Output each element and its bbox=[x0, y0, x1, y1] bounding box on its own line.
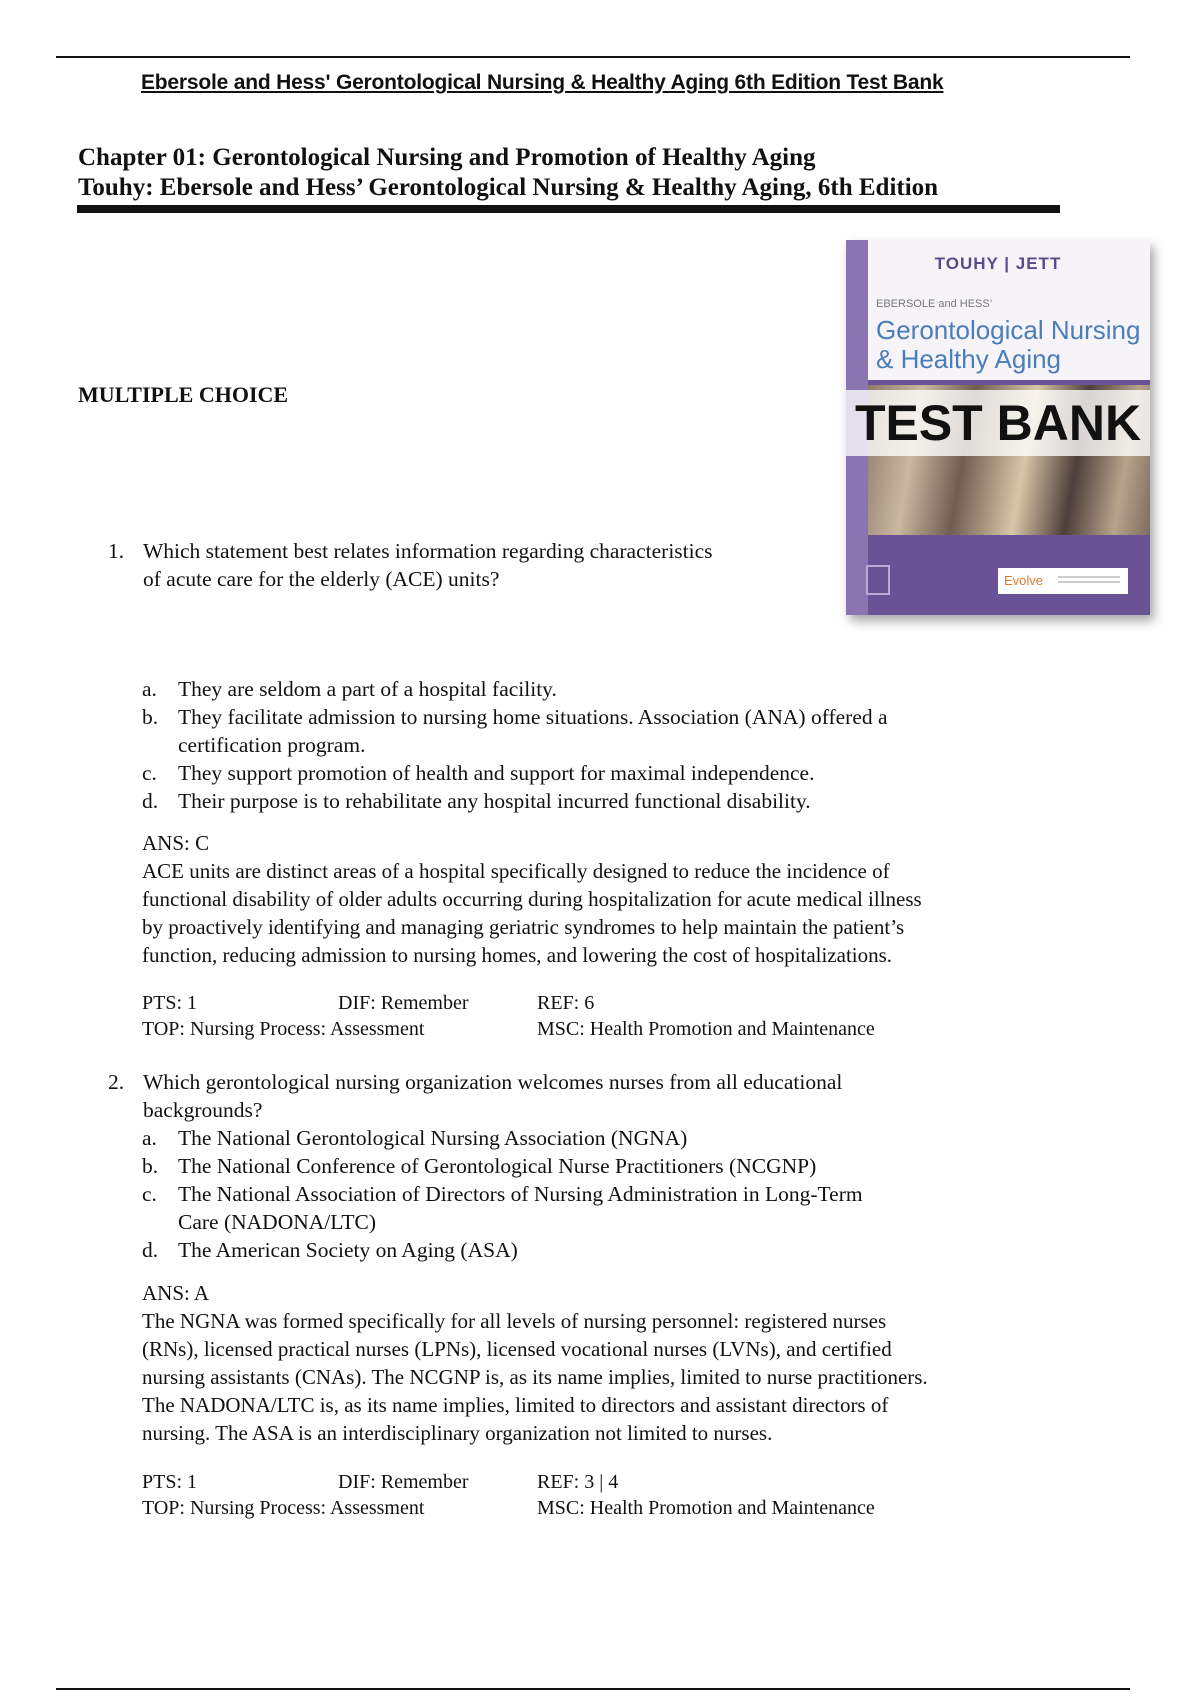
question-number: 2. bbox=[108, 1070, 125, 1094]
option-letter: a. bbox=[142, 1126, 157, 1150]
option-letter: d. bbox=[142, 1238, 159, 1262]
option-text: The National Association of Directors of Nursing Administration in Long-Term bbox=[178, 1182, 863, 1206]
question-1-option-a bbox=[142, 675, 1042, 703]
option-text-continued: certification program. bbox=[178, 733, 366, 757]
rationale-line: nursing assistants (CNAs). The NCGNP is, as its name implies, limited to nurse practitioners. bbox=[142, 1365, 928, 1389]
question-number: 1. bbox=[108, 539, 125, 563]
question-2-option-b bbox=[142, 1152, 1042, 1180]
rationale-line: nursing. The ASA is an interdisciplinary organization not limited to nurses. bbox=[142, 1421, 773, 1445]
test-bank-banner: TEST BANK bbox=[846, 390, 1150, 456]
option-text: The National Conference of Gerontological Nurse Practitioners (NCGNP) bbox=[178, 1154, 817, 1178]
document-header-title: Ebersole and Hess' Gerontological Nursing & Healthy Aging 6th Edition Test Bank bbox=[141, 71, 944, 94]
answer-key: ANS: A bbox=[142, 1281, 210, 1305]
question-stem-line: Which statement best relates information regarding characteristics bbox=[143, 539, 713, 563]
rationale-line: The NADONA/LTC is, as its name implies, limited to directors and assistant directors of bbox=[142, 1393, 889, 1417]
top-rule bbox=[56, 56, 1130, 58]
question-1-option-c bbox=[142, 759, 1042, 787]
msc-field: MSC: Health Promotion and Maintenance bbox=[537, 1497, 875, 1519]
option-letter: b. bbox=[142, 1154, 159, 1178]
rationale-line: functional disability of older adults occurring during hospitalization for acute medical illness bbox=[142, 887, 922, 911]
rationale-line: (RNs), licensed practical nurses (LPNs), licensed vocational nurses (LVNs), and certified bbox=[142, 1337, 892, 1361]
option-text: They facilitate admission to nursing home situations. Association (ANA) offered a bbox=[178, 705, 888, 729]
option-text: They are seldom a part of a hospital facility. bbox=[178, 677, 557, 701]
question-stem-line: of acute care for the elderly (ACE) units? bbox=[143, 567, 500, 591]
question-stem-line: backgrounds? bbox=[143, 1098, 263, 1122]
rationale-line: by proactively identifying and managing geriatric syndromes to help maintain the patient’s bbox=[142, 915, 905, 939]
heading-divider bbox=[77, 205, 1060, 213]
option-letter: c. bbox=[142, 1182, 157, 1206]
cover-subtitle: EBERSOLE and HESS’ bbox=[876, 298, 993, 310]
rationale-line: function, reducing admission to nursing homes, and lowering the cost of hospitalizations. bbox=[142, 943, 893, 967]
points-field: PTS: 1 bbox=[142, 992, 198, 1014]
points-field: PTS: 1 bbox=[142, 1471, 198, 1493]
evolve-label: Evolve bbox=[1004, 573, 1044, 588]
cover-authors: TOUHY | JETT bbox=[934, 254, 1062, 273]
question-1-option-b bbox=[142, 703, 1042, 759]
question-2-metadata bbox=[142, 1469, 1042, 1523]
chapter-heading bbox=[78, 143, 938, 203]
question-1-metadata bbox=[142, 990, 1042, 1044]
evolve-lines bbox=[1058, 576, 1120, 578]
rationale-line: ACE units are distinct areas of a hospital specifically designed to reduce the incidence of bbox=[142, 859, 890, 883]
difficulty-field: DIF: Remember bbox=[338, 992, 469, 1014]
option-text: The American Society on Aging (ASA) bbox=[178, 1238, 518, 1262]
book-cover-image bbox=[846, 240, 1150, 615]
book-title: Touhy: Ebersole and Hess’ Gerontological Nursing & Healthy Aging, 6th Edition bbox=[78, 174, 939, 201]
chapter-title: Chapter 01: Gerontological Nursing and Promotion of Healthy Aging bbox=[78, 144, 816, 171]
option-text: They support promotion of health and support for maximal independence. bbox=[178, 761, 815, 785]
option-text: Their purpose is to rehabilitate any hospital incurred functional disability. bbox=[178, 789, 811, 813]
question-1-option-d bbox=[142, 787, 1042, 815]
question-stem-line: Which gerontological nursing organization welcomes nurses from all educational bbox=[143, 1070, 843, 1094]
question-2-option-a bbox=[142, 1124, 1042, 1152]
question-1 bbox=[108, 537, 808, 597]
evolve-badge bbox=[998, 568, 1128, 594]
topic-field: TOP: Nursing Process: Assessment bbox=[142, 1497, 425, 1519]
reference-field: REF: 3 | 4 bbox=[537, 1471, 619, 1493]
question-2-option-c bbox=[142, 1180, 1042, 1236]
msc-field: MSC: Health Promotion and Maintenance bbox=[537, 1018, 875, 1040]
option-letter: c. bbox=[142, 761, 157, 785]
option-letter: b. bbox=[142, 705, 159, 729]
answer-key: ANS: C bbox=[142, 831, 210, 855]
reference-field: REF: 6 bbox=[537, 992, 595, 1014]
rationale-line: The NGNA was formed specifically for all levels of nursing personnel: registered nurses bbox=[142, 1309, 887, 1333]
cover-title-line1: Gerontological Nursing bbox=[876, 315, 1141, 345]
option-letter: d. bbox=[142, 789, 159, 813]
question-2 bbox=[108, 1068, 1008, 1124]
difficulty-field: DIF: Remember bbox=[338, 1471, 469, 1493]
topic-field: TOP: Nursing Process: Assessment bbox=[142, 1018, 425, 1040]
bottom-rule bbox=[56, 1688, 1130, 1690]
cover-title-line2: & Healthy Aging bbox=[876, 344, 1062, 374]
publisher-logo-icon bbox=[866, 565, 890, 595]
question-2-answer bbox=[142, 1279, 1062, 1447]
option-text: The National Gerontological Nursing Association (NGNA) bbox=[178, 1126, 688, 1150]
question-2-option-d bbox=[142, 1236, 1042, 1264]
cover-title bbox=[876, 316, 1146, 374]
option-letter: a. bbox=[142, 677, 157, 701]
option-text-continued: Care (NADONA/LTC) bbox=[178, 1210, 377, 1234]
question-1-answer bbox=[142, 829, 1062, 969]
section-title: MULTIPLE CHOICE bbox=[78, 382, 289, 407]
